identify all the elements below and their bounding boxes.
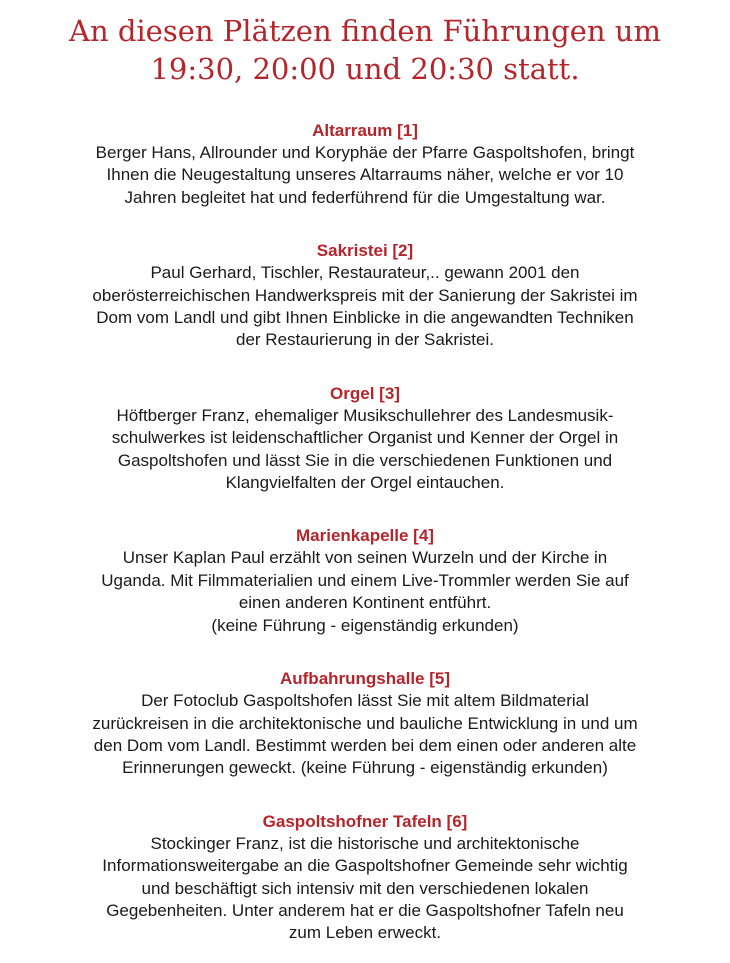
spacer xyxy=(0,209,730,240)
headline-line-1: An diesen Plätzen finden Führungen um xyxy=(69,14,661,48)
section-body xyxy=(45,833,685,945)
section-title: Orgel [3] xyxy=(330,383,400,403)
body-line: Uganda. Mit Filmmaterialien und einem Live-Trommler werden Sie auf xyxy=(101,570,629,590)
body-line: und beschäftigt sich intensiv mit den verschiedenen lokalen xyxy=(141,878,589,898)
section-title: Aufbahrungshalle [5] xyxy=(279,669,450,689)
section-aufbahrungshalle xyxy=(0,668,730,780)
body-line: Gegebenheiten. Unter anderem hat er die Gaspoltshofner Tafeln neu xyxy=(106,900,624,920)
spacer xyxy=(0,494,730,525)
body-line: Dom vom Landl und gibt Ihnen Einblicke in die angewandten Techniken xyxy=(96,308,634,328)
section-gaspoltshofner-tafeln xyxy=(0,811,730,945)
body-line: Informationsweitergabe an die Gaspoltshofner Gemeinde sehr wichtig xyxy=(102,856,628,876)
body-line: Höftberger Franz, ehemaliger Musikschullehrer des Landesmusik- xyxy=(116,405,614,425)
body-line: (keine Führung - eigenständig erkunden) xyxy=(211,615,519,635)
section-title: Marienkapelle [4] xyxy=(296,526,434,546)
section-body xyxy=(45,142,685,209)
body-line: der Restaurierung in der Sakristei. xyxy=(236,330,494,350)
page-headline xyxy=(45,12,685,88)
body-line: schulwerkes ist leidenschaftlicher Organist und Kenner der Orgel in xyxy=(111,428,619,448)
spacer xyxy=(0,780,730,811)
body-line: den Dom vom Landl. Bestimmt werden bei dem einen oder anderen alte xyxy=(93,735,637,755)
body-line: oberösterreichischen Handwerkspreis mit der Sanierung der Sakristei im xyxy=(92,285,638,305)
section-body xyxy=(45,405,685,495)
body-line: Erinnerungen geweckt. (keine Führung - eigenständig erkunden) xyxy=(122,758,608,778)
section-body xyxy=(45,262,685,352)
body-line: Gaspoltshofen und lässt Sie in die verschiedenen Funktionen und xyxy=(117,450,613,470)
section-marienkapelle xyxy=(0,525,730,637)
section-body xyxy=(45,547,685,637)
section-title: Gaspoltshofner Tafeln [6] xyxy=(262,811,468,831)
section-altarraum xyxy=(0,120,730,209)
body-line: Berger Hans, Allrounder und Koryphäe der Pfarre Gaspoltshofen, bringt xyxy=(95,143,635,162)
section-title: Altarraum [1] xyxy=(312,121,418,140)
spacer xyxy=(0,352,730,383)
body-line: Stockinger Franz, ist die historische und architektonische xyxy=(150,833,580,853)
body-line: Klangvielfalten der Orgel eintauchen. xyxy=(225,473,505,493)
body-line: Jahren begleitet hat und federführend für die Umgestaltung war. xyxy=(124,187,606,207)
headline-line-2: 19:30, 20:00 und 20:30 statt. xyxy=(150,52,580,86)
spacer xyxy=(0,88,730,120)
section-sakristei xyxy=(0,240,730,352)
section-orgel xyxy=(0,383,730,495)
section-title: Sakristei [2] xyxy=(316,241,414,261)
body-line: Paul Gerhard, Tischler, Restaurateur,.. gewann 2001 den xyxy=(150,263,580,283)
spacer xyxy=(0,637,730,668)
body-line: zurückreisen in die architektonische und bauliche Entwicklung in und um xyxy=(92,713,638,733)
section-body xyxy=(45,690,685,780)
body-line: Der Fotoclub Gaspoltshofen lässt Sie mit altem Bildmaterial xyxy=(141,691,589,711)
body-line: Ihnen die Neugestaltung unseres Altarraums näher, welche er vor 10 xyxy=(106,165,624,185)
body-line: Unser Kaplan Paul erzählt von seinen Wurzeln und der Kirche in xyxy=(122,548,608,568)
body-line: zum Leben erweckt. xyxy=(288,923,442,943)
body-line: einen anderen Kontinent entführt. xyxy=(238,593,492,613)
